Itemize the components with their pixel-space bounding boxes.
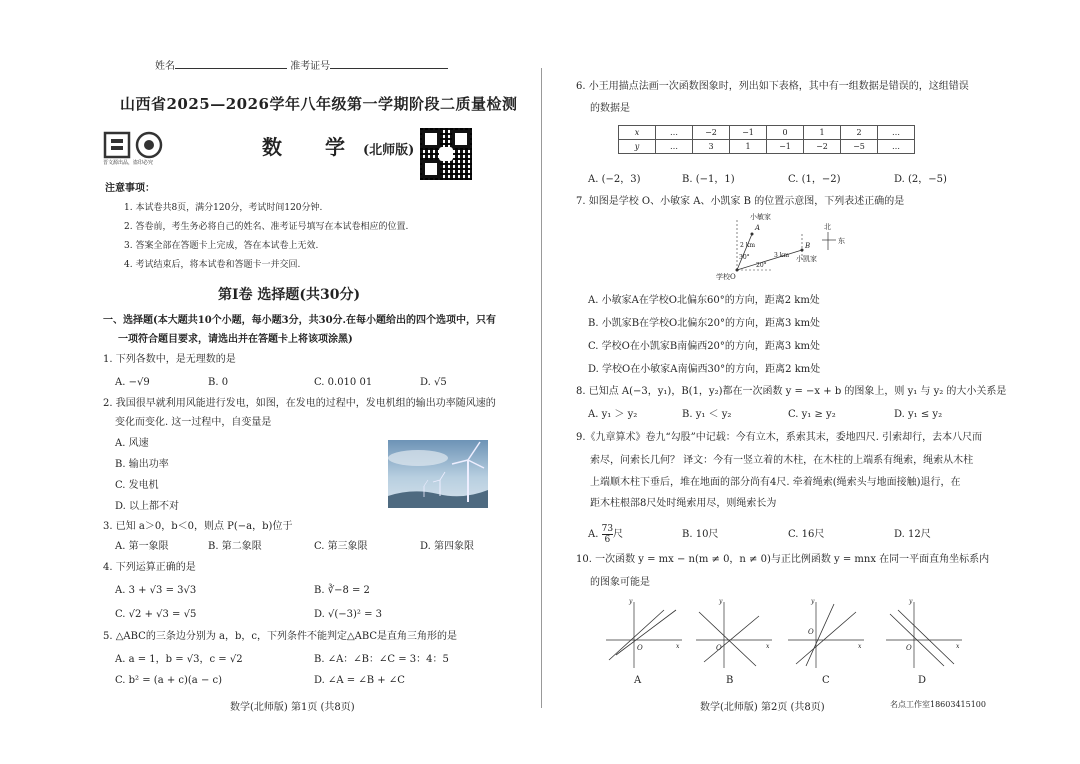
table-cell: 1 bbox=[730, 140, 767, 154]
table-cell: −2 bbox=[693, 126, 730, 140]
table-cell: y bbox=[619, 140, 656, 154]
right-page-footer: 数学(北师版) 第2页 (共8页) bbox=[700, 702, 825, 713]
q7-option-d: D. 学校O在小敏家A南偏西30°的方向，距离2 km处 bbox=[588, 364, 821, 375]
q6-row-x bbox=[619, 126, 915, 140]
q4-stem: 4. 下列运算正确的是 bbox=[103, 562, 196, 573]
q5-option-c: C. b² = (a + c)(a − c) bbox=[115, 675, 223, 686]
graph-a-x: x bbox=[676, 643, 680, 650]
q4-option-a: A. 3 + √3 = 3√3 bbox=[115, 585, 197, 596]
q6-option-d: D. (2，−5) bbox=[894, 174, 947, 185]
logo-icon bbox=[103, 131, 165, 159]
q3-option-d: D. 第四象限 bbox=[420, 541, 475, 552]
graph-b-svg bbox=[694, 600, 774, 670]
q2-option-b: B. 输出功率 bbox=[115, 459, 169, 470]
subject-heading bbox=[262, 131, 414, 160]
q10-graph-b bbox=[694, 600, 774, 690]
q4-option-b: B. ∛−8 = 2 bbox=[314, 585, 370, 596]
qr-code bbox=[420, 128, 472, 180]
graph-b-origin: O bbox=[716, 644, 722, 652]
q7-label-kaijia: 小凯家 bbox=[796, 255, 817, 263]
q6-option-a: A. (−2，3) bbox=[588, 174, 641, 185]
q3-stem: 3. 已知 a＞0，b＜0，则点 P(−a，b)位于 bbox=[103, 521, 293, 532]
q2-stem-1: 2. 我国很早就利用风能进行发电，如图，在发电的过程中，发电机组的输出功率随风速的 bbox=[103, 398, 496, 409]
table-cell: x bbox=[619, 126, 656, 140]
q7-label-minjia: 小敏家 bbox=[750, 213, 771, 221]
q9-fraction-numerator: 73 bbox=[601, 524, 614, 534]
studio-credit: 名点工作室18603415100 bbox=[890, 700, 986, 709]
q7-option-a: A. 小敏家A在学校O北偏东60°的方向，距离2 km处 bbox=[588, 295, 820, 306]
q3-option-a: A. 第一象限 bbox=[115, 541, 169, 552]
q6-option-b: B. (−1，1) bbox=[682, 174, 735, 185]
q7-label-20: 20° bbox=[756, 262, 767, 269]
q1-option-d: D. √5 bbox=[420, 377, 447, 388]
left-page-footer: 数学(北师版) 第1页 (共8页) bbox=[230, 702, 355, 713]
q8-option-c: C. y₁ ≥ y₂ bbox=[788, 409, 836, 420]
graph-a-label: A bbox=[634, 675, 642, 686]
q9-option-a-label: A. bbox=[588, 529, 599, 540]
table-cell: 0 bbox=[767, 126, 804, 140]
name-label: 姓名 bbox=[155, 61, 175, 72]
q7-label-2km: 2 km bbox=[740, 242, 756, 249]
graph-b-x: x bbox=[766, 643, 770, 650]
q5-option-b: B. ∠A：∠B：∠C = 3：4：5 bbox=[314, 654, 449, 665]
q9-option-b: B. 10尺 bbox=[682, 529, 719, 540]
q9-line-3: 上端顺木柱下垂后，堆在地面的部分尚有4尺. 牵着绳索(绳索头与地面接触)退行，在 bbox=[590, 477, 961, 488]
part-title: 第Ⅰ卷 选择题(共30分) bbox=[218, 287, 361, 303]
edition-label: (北师版) bbox=[362, 143, 415, 158]
q9-line-1: 9.《九章算术》卷九“勾股”中记载：今有立木，系索其末，委地四尺. 引索却行，去本八尺而 bbox=[576, 432, 983, 443]
logo-caption: 晋文源出品，盗印必究 bbox=[103, 160, 154, 166]
table-cell: −2 bbox=[804, 140, 841, 154]
q4-option-c: C. √2 + √3 = √5 bbox=[115, 609, 197, 620]
table-cell: 1 bbox=[804, 126, 841, 140]
table-cell: … bbox=[656, 126, 693, 140]
q9-fraction bbox=[602, 524, 613, 545]
q9-option-a-unit: 尺 bbox=[613, 529, 624, 540]
table-cell: … bbox=[878, 126, 915, 140]
graph-d-svg bbox=[884, 600, 964, 670]
q9-line-2: 索尽，问索长几何？ 译文：今有一竖立着的木柱，在木柱的上端系有绳索，绳索从木柱 bbox=[590, 455, 974, 466]
q7-point-a: A bbox=[755, 224, 761, 232]
wind-turbine-image bbox=[388, 440, 488, 508]
section-intro-2: 一项符合题目要求，请选出并在答题卡上将该项涂黑) bbox=[118, 334, 353, 345]
table-cell: −1 bbox=[730, 126, 767, 140]
q7-stem: 7. 如图是学校 O、小敏家 A、小凯家 B 的位置示意图，下列表述正确的是 bbox=[576, 196, 905, 207]
q7-north-label: 北 bbox=[824, 223, 831, 231]
notice-3: 3. 答案全部在答题卡上完成，答在本试卷上无效. bbox=[124, 241, 319, 251]
graph-c-label: C bbox=[822, 675, 830, 686]
q9-fraction-denominator: 6 bbox=[604, 535, 611, 545]
exam-title: 山西省2025—2026学年八年级第一学期阶段二质量检测 bbox=[120, 95, 518, 113]
graph-b-y: y bbox=[719, 598, 723, 605]
q7-option-c: C. 学校O在小凯家B南偏西20°的方向，距离3 km处 bbox=[588, 341, 821, 352]
graph-c-origin: O bbox=[808, 628, 814, 636]
graph-c-svg bbox=[786, 600, 866, 670]
graph-b-label: B bbox=[726, 675, 734, 686]
q6-table bbox=[618, 125, 915, 154]
q8-option-b: B. y₁ ＜ y₂ bbox=[682, 409, 732, 420]
q7-label-3km: 3 km bbox=[774, 252, 790, 259]
q5-option-d: D. ∠A = ∠B + ∠C bbox=[314, 675, 405, 686]
table-cell: −1 bbox=[767, 140, 804, 154]
q10-graph-c bbox=[786, 600, 866, 690]
q10-stem-1: 10. 一次函数 y = mx − n(m ≠ 0，n ≠ 0)与正比例函数 y = mnx 在同一平面直角坐标系内 bbox=[576, 554, 990, 565]
graph-c-y: y bbox=[811, 598, 815, 605]
q8-stem: 8. 已知点 A(−3，y₁)，B(1，y₂)都在一次函数 y = −x + b 的图象上，则 y₁ 与 y₂ 的大小关系是 bbox=[576, 386, 1007, 397]
q9-line-4: 距木柱根部8尺处时绳索用尽，则绳索长为 bbox=[590, 498, 777, 509]
q6-stem-1: 6. 小王用描点法画一次函数图象时，列出如下表格，其中有一组数据是错误的，这组错误 bbox=[576, 81, 969, 92]
graph-c-x: x bbox=[858, 643, 862, 650]
q7-label-school: 学校O bbox=[716, 273, 736, 281]
q5-option-a: A. a = 1，b = √3，c = √2 bbox=[115, 654, 243, 665]
graph-a-origin: O bbox=[637, 644, 643, 652]
notice-4: 4. 考试结束后，将本试卷和答题卡一并交回. bbox=[124, 260, 301, 270]
q8-option-d: D. y₁ ≤ y₂ bbox=[894, 409, 943, 420]
section-intro-1: 一、选择题(本大题共10个小题，每小题3分，共30分.在每小题给出的四个选项中，只有 bbox=[103, 315, 497, 326]
q3-option-c: C. 第三象限 bbox=[314, 541, 368, 552]
publisher-logo bbox=[103, 131, 165, 167]
wind-turbine-photo bbox=[388, 440, 488, 508]
name-field bbox=[155, 60, 448, 74]
q6-stem-2: 的数据是 bbox=[590, 103, 630, 114]
name-blank bbox=[175, 68, 287, 69]
exam-no-label: 准考证号 bbox=[290, 61, 331, 72]
q9-option-c: C. 16尺 bbox=[788, 529, 825, 540]
q8-option-a: A. y₁ ＞ y₂ bbox=[588, 409, 638, 420]
exam-no-blank bbox=[330, 68, 448, 69]
q1-option-c: C. 0.010 01 bbox=[314, 377, 373, 388]
q2-stem-2: 变化而变化. 这一过程中，自变量是 bbox=[115, 417, 272, 428]
q10-graph-d bbox=[884, 600, 964, 690]
table-cell: 2 bbox=[841, 126, 878, 140]
q5-stem: 5. △ABC的三条边分别为 a，b，c，下列条件不能判定△ABC是直角三角形的是 bbox=[103, 631, 458, 642]
graph-a-svg bbox=[604, 600, 684, 670]
graph-d-y: y bbox=[909, 598, 913, 605]
table-cell: … bbox=[878, 140, 915, 154]
q1-stem: 1. 下列各数中，是无理数的是 bbox=[103, 354, 236, 365]
subject-title: 数 学 bbox=[262, 135, 363, 159]
q7-east-label: 东 bbox=[838, 237, 845, 245]
graph-d-x: x bbox=[956, 643, 960, 650]
q1-option-a: A. −√9 bbox=[115, 377, 150, 388]
q2-option-d: D. 以上都不对 bbox=[115, 501, 180, 512]
graph-d-label: D bbox=[918, 675, 927, 686]
q1-option-b: B. 0 bbox=[208, 377, 229, 388]
q7-point-b: B bbox=[805, 242, 811, 250]
q2-option-c: C. 发电机 bbox=[115, 480, 159, 491]
table-cell: −5 bbox=[841, 140, 878, 154]
graph-d-origin: O bbox=[906, 644, 912, 652]
q10-stem-2: 的图象可能是 bbox=[590, 577, 650, 588]
notice-title: 注意事项： bbox=[105, 183, 155, 194]
notice-2: 2. 答卷前，考生务必将自己的姓名、准考证号填写在本试卷相应的位置. bbox=[124, 222, 409, 232]
q7-location-diagram bbox=[712, 212, 845, 284]
q9-option-d: D. 12尺 bbox=[894, 529, 931, 540]
q6-option-c: C. (1，−2) bbox=[788, 174, 841, 185]
table-cell: … bbox=[656, 140, 693, 154]
table-cell: 3 bbox=[693, 140, 730, 154]
q9-option-a bbox=[588, 524, 623, 545]
q3-option-b: B. 第二象限 bbox=[208, 541, 262, 552]
q2-option-a: A. 风速 bbox=[115, 438, 149, 449]
q7-label-30: 30° bbox=[739, 254, 750, 261]
q10-graph-a bbox=[604, 600, 684, 690]
page-divider bbox=[541, 68, 542, 708]
q6-row-y bbox=[619, 140, 915, 154]
graph-a-y: y bbox=[629, 598, 633, 605]
q4-option-d: D. √(−3)² = 3 bbox=[314, 609, 383, 620]
notice-1: 1. 本试卷共8页，满分120分，考试时间120分钟. bbox=[124, 203, 323, 213]
q7-option-b: B. 小凯家B在学校O北偏东20°的方向，距离3 km处 bbox=[588, 318, 821, 329]
